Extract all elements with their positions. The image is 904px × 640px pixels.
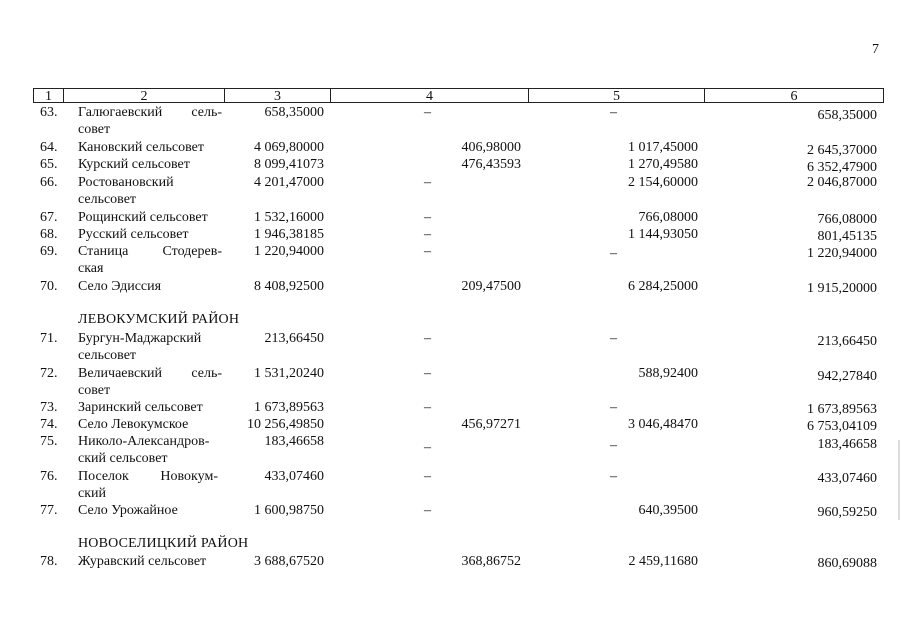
section-title: НОВОСЕЛИЦКИЙ РАЙОН — [78, 536, 249, 551]
row-name: Рощинский сельсовет — [78, 210, 208, 225]
row-number: 64. — [40, 140, 58, 155]
row-col-5: – — [610, 105, 617, 120]
row-col-5: – — [610, 400, 617, 415]
row-col-4: – — [424, 105, 431, 120]
row-col-6: 6 352,47900 — [807, 160, 877, 175]
row-col-5: 588,92400 — [638, 366, 698, 381]
row-col-4: – — [424, 400, 431, 415]
row-name: Село Урожайное — [78, 503, 178, 518]
row-col-6: 801,45135 — [817, 229, 877, 244]
row-name: Николо-Александров- ский сельсовет — [78, 434, 210, 466]
header-col-4: 4 — [331, 89, 529, 102]
row-number: 71. — [40, 331, 58, 346]
row-col-5: 1 144,93050 — [628, 227, 698, 242]
row-number: 77. — [40, 503, 58, 518]
row-col-6: 1 673,89563 — [807, 402, 877, 417]
row-col-3: 1 532,16000 — [254, 210, 324, 225]
row-col-3: 3 688,67520 — [254, 554, 324, 569]
row-col-3: 8 099,41073 — [254, 157, 324, 172]
row-number: 74. — [40, 417, 58, 432]
row-col-6: 766,08000 — [817, 212, 877, 227]
row-col-3: 1 946,38185 — [254, 227, 324, 242]
row-col-3: 4 201,47000 — [254, 175, 324, 190]
row-number: 76. — [40, 469, 58, 484]
row-col-6: 1 220,94000 — [807, 246, 877, 261]
row-col-3: 433,07460 — [264, 469, 324, 484]
row-name: Станица Стодерев- ская — [78, 244, 222, 276]
row-col-4: 476,43593 — [461, 157, 521, 172]
row-col-4: – — [424, 469, 431, 484]
row-col-6: 942,27840 — [817, 369, 877, 384]
row-col-4: – — [424, 366, 431, 381]
row-number: 75. — [40, 434, 58, 449]
row-col-3: 1 220,94000 — [254, 244, 324, 259]
row-col-4: – — [424, 503, 431, 518]
row-name: Курский сельсовет — [78, 157, 190, 172]
row-col-6: 960,59250 — [817, 505, 877, 520]
row-col-4: 406,98000 — [461, 140, 521, 155]
row-col-4: – — [424, 440, 431, 455]
row-name: Поселок Новокум- ский — [78, 469, 218, 501]
row-name: Журавский сельсовет — [78, 554, 207, 569]
row-name: Бургун-Маджарский сельсовет — [78, 331, 202, 363]
row-col-3: 1 600,98750 — [254, 503, 324, 518]
row-col-6: 6 753,04109 — [807, 419, 877, 434]
header-col-2: 2 — [64, 89, 225, 102]
row-col-4: – — [424, 227, 431, 242]
row-col-4: 209,47500 — [461, 279, 521, 294]
row-col-5: – — [610, 438, 617, 453]
row-name: Село Левокумское — [78, 417, 189, 432]
row-col-4: – — [424, 244, 431, 259]
row-col-5: 640,39500 — [638, 503, 698, 518]
row-name: Галюгаевский сель- совет — [78, 105, 222, 137]
row-name: Русский сельсовет — [78, 227, 189, 242]
row-number: 69. — [40, 244, 58, 259]
row-col-6: 860,69088 — [817, 556, 877, 571]
row-col-6: 2 645,37000 — [807, 143, 877, 158]
row-col-4: 456,97271 — [461, 417, 521, 432]
row-col-5: 6 284,25000 — [628, 279, 698, 294]
row-col-6: 183,46658 — [817, 437, 877, 452]
header-col-3: 3 — [225, 89, 331, 102]
row-col-5: – — [610, 469, 617, 484]
row-col-3: 1 531,20240 — [254, 366, 324, 381]
row-col-4: – — [424, 175, 431, 190]
row-col-6: 1 915,20000 — [807, 281, 877, 296]
row-col-5: 766,08000 — [638, 210, 698, 225]
row-col-3: 658,35000 — [264, 105, 324, 120]
row-number: 68. — [40, 227, 58, 242]
row-col-6: 2 046,87000 — [807, 175, 877, 190]
row-col-4: – — [424, 331, 431, 346]
row-number: 73. — [40, 400, 58, 415]
header-col-6: 6 — [790, 89, 798, 104]
row-col-3: 8 408,92500 — [254, 279, 324, 294]
section-title: ЛЕВОКУМСКИЙ РАЙОН — [78, 312, 240, 327]
row-number: 72. — [40, 366, 58, 381]
row-col-5: – — [610, 331, 617, 346]
row-col-4: 368,86752 — [461, 554, 521, 569]
row-col-5: – — [610, 246, 617, 261]
row-col-4: – — [424, 210, 431, 225]
row-name: Заринский сельсовет — [78, 400, 203, 415]
row-name: Ростовановский сельсовет — [78, 175, 174, 207]
row-name: Кановский сельсовет — [78, 140, 204, 155]
row-name: Величаевский сель- совет — [78, 366, 222, 398]
row-col-3: 1 673,89563 — [254, 400, 324, 415]
row-col-6: 213,66450 — [817, 334, 877, 349]
row-col-3: 213,66450 — [264, 331, 324, 346]
row-number: 63. — [40, 105, 58, 120]
scan-edge-mark — [898, 440, 900, 520]
row-number: 78. — [40, 554, 58, 569]
header-col-5: 5 — [529, 89, 705, 102]
row-number: 67. — [40, 210, 58, 225]
row-number: 70. — [40, 279, 58, 294]
page-number: 7 — [872, 42, 879, 57]
row-col-5: 1 017,45000 — [628, 140, 698, 155]
row-number: 65. — [40, 157, 58, 172]
table-header — [33, 88, 884, 103]
row-col-5: 2 459,11680 — [628, 554, 698, 569]
row-col-6: 658,35000 — [817, 108, 877, 123]
row-number: 66. — [40, 175, 58, 190]
row-col-6: 433,07460 — [817, 471, 877, 486]
row-col-5: 1 270,49580 — [628, 157, 698, 172]
row-col-3: 10 256,49850 — [247, 417, 324, 432]
row-col-5: 3 046,48470 — [628, 417, 698, 432]
row-name: Село Эдиссия — [78, 279, 162, 294]
header-col-1: 1 — [34, 89, 64, 102]
row-col-5: 2 154,60000 — [628, 175, 698, 190]
row-col-3: 4 069,80000 — [254, 140, 324, 155]
row-col-3: 183,46658 — [264, 434, 324, 449]
